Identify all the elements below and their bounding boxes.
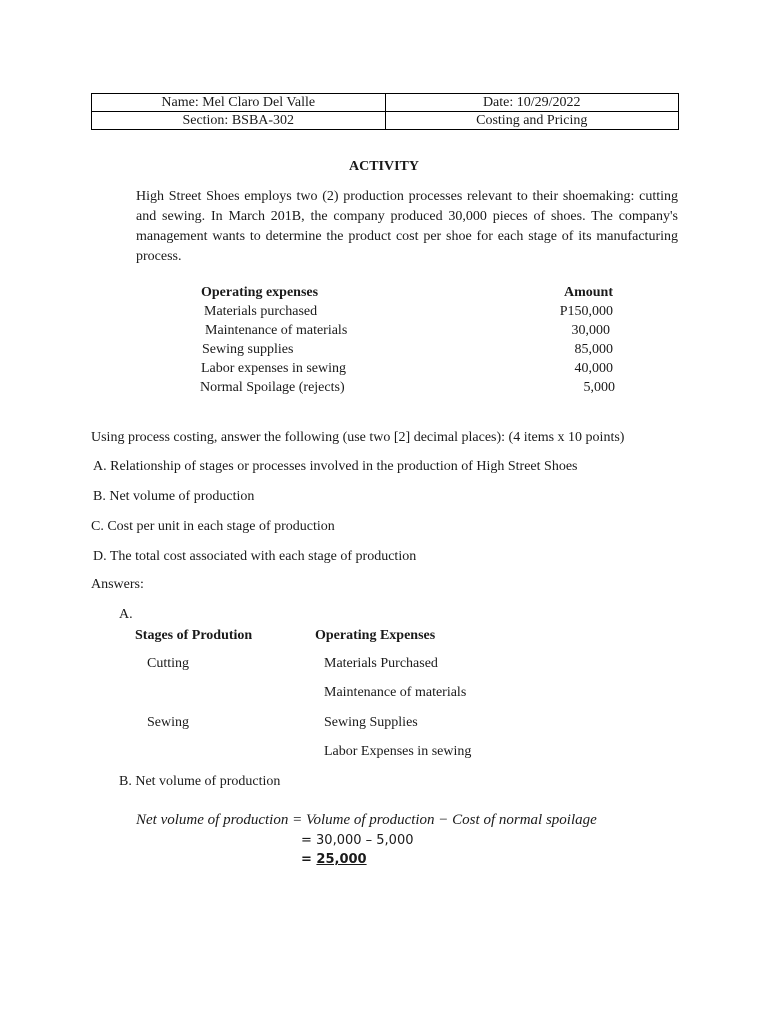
- expense-label: Sewing supplies: [202, 342, 294, 357]
- question-b: B. Net volume of production: [93, 489, 255, 504]
- section-cell: Section: BSBA-302: [92, 112, 386, 130]
- result-value: 25,000: [316, 852, 367, 867]
- name-cell: Name: Mel Claro Del Valle: [92, 94, 386, 112]
- intro-paragraph: High Street Shoes employs two (2) production processes relevant to their shoemaking: cutting and sewing. In March 201B, the company produced 30,000 pieces of shoes. The company's management wants to determine the product cost per shoe for each stage of its manufacturing process.: [136, 189, 678, 264]
- stage-cell: Sewing: [147, 715, 189, 730]
- question-a: A. Relationship of stages or processes involved in the production of High Street Shoes: [93, 459, 578, 474]
- net-volume-formula: Net volume of production = Volume of production − Cost of normal spoilage: [136, 812, 597, 828]
- formula-result: [301, 852, 367, 867]
- expense-label: Labor expenses in sewing: [201, 361, 347, 376]
- question-d: D. The total cost associated with each stage of production: [93, 549, 417, 564]
- expenses-header-amount: Amount: [563, 285, 613, 300]
- formula-step: = 30,000 – 5,000: [301, 833, 414, 848]
- expense-label: Normal Spoilage (rejects): [200, 380, 345, 395]
- result-prefix: =: [301, 852, 317, 867]
- expense-amount: 5,000: [583, 380, 615, 395]
- question-c: C. Cost per unit in each stage of production: [91, 519, 335, 534]
- activity-title: ACTIVITY: [348, 159, 419, 174]
- expense-cell: Labor Expenses in sewing: [324, 744, 472, 759]
- header-table: [91, 93, 679, 130]
- instruction-text: Using process costing, answer the following (use two [2] decimal places): (4 items x 10 points): [91, 430, 625, 445]
- answer-a-label: A.: [119, 607, 133, 622]
- answer-b-label: B. Net volume of production: [119, 774, 281, 789]
- expenses-header-label: Operating expenses: [201, 285, 319, 300]
- stages-header: Stages of Prodution: [135, 628, 253, 643]
- expense-label: Maintenance of materials: [205, 323, 348, 338]
- expense-cell: Materials Purchased: [324, 656, 438, 671]
- expense-cell: Sewing Supplies: [324, 715, 418, 730]
- expense-cell: Maintenance of materials: [324, 685, 467, 700]
- expense-amount: 85,000: [574, 342, 613, 357]
- stage-cell: Cutting: [147, 656, 190, 671]
- expense-label: Materials purchased: [204, 304, 318, 319]
- subject-cell: Costing and Pricing: [385, 112, 679, 130]
- operating-expenses-header: Operating Expenses: [315, 628, 436, 643]
- expense-amount: 40,000: [574, 361, 613, 376]
- expense-amount: P150,000: [559, 304, 613, 319]
- date-cell: Date: 10/29/2022: [385, 94, 679, 112]
- answers-label: Answers:: [91, 577, 144, 592]
- expense-amount: 30,000: [571, 323, 610, 338]
